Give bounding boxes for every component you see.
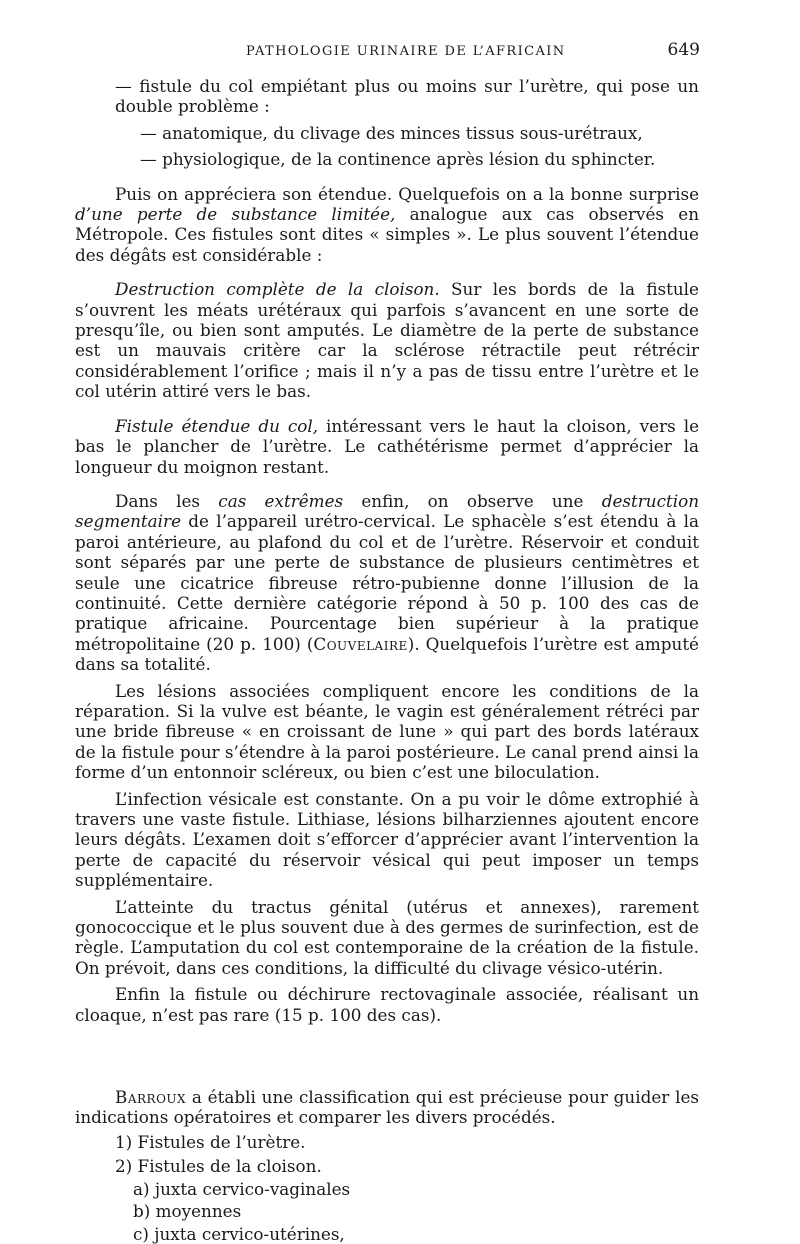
classification-subitem-b: b) moyennes <box>133 1201 242 1222</box>
paragraph-classification <box>75 1087 699 1128</box>
page-header <box>246 40 700 60</box>
emphasis-text: destruction segmentaire <box>75 490 699 532</box>
text-run: enfin, on observe une <box>343 490 602 511</box>
emphasis-text: Destruction complète de la cloison. <box>115 279 440 300</box>
classification-subitem-a: a) juxta cervico-vaginales <box>133 1178 351 1199</box>
text-run: ). Quelquefois l’urètre est amputé dans sa totalité. <box>75 633 699 675</box>
list-item-fistule-col: — fistule du col empiétant plus ou moins sur l’urètre, qui pose un double problème : <box>115 76 699 117</box>
emphasis-text: d’une perte de substance limitée, <box>75 204 396 225</box>
author-name: Couvelaire <box>313 633 408 654</box>
text-run: analogue aux cas observés en Métropole. Ces fistules sont dites « simples ». Le plus souvent l’étendue des dégâts est considérable : <box>75 204 700 265</box>
text-run: a établi une classification qui est précieuse pour guider les indications opératoires et comparer les divers procédés. <box>75 1087 699 1128</box>
paragraph-tractus-genital: L’atteinte du tractus génital (utérus et annexes), rarement gonococcique et le plus souvent due à des germes de surinfection, est de règle. L’amputation du col est contemporaine de la création de la fistule. On prévoit, dans ces conditions, la difficulté du clivage vésico-utérin. <box>75 896 699 978</box>
text-run: Puis on appréciera son étendue. Quelquefois on a la bonne surprise <box>115 183 699 204</box>
body-text <box>75 76 699 1244</box>
paragraph-lesions-associees: Les lésions associées compliquent encore les conditions de la réparation. Si la vulve est béante, le vagin est généralement rétréci par une bride fibreuse « en croissant de lune » qui part des bords latéraux de la fistule pour s’étendre à la paroi postérieure. Le canal prend ainsi la forme d’un entonnoir scléreux, ou bien c’est une biloculation. <box>75 680 699 783</box>
paragraph-etendue <box>75 184 699 266</box>
text-run: Sur les bords de la fistule s’ouvrent les méats urétéraux qui parfois s’avancent en une sorte de presqu’île, ou bien sont amputés. Le diamètre de la perte de substance est un mauvais critère car la sclérose rétractile peut rétrécir considérablement l’orifice ; mais il n’y a pas de tissu entre l’urètre et le col utérin attiré vers le bas. <box>75 279 699 402</box>
paragraph-destruction-cloison <box>75 279 699 401</box>
list-subitem-anatomique: — anatomique, du clivage des minces tissus sous-urétraux, <box>140 122 643 143</box>
running-head: PATHOLOGIE URINAIRE DE L’AFRICAIN <box>246 44 566 59</box>
list-subitem-physiologique: — physiologique, de la continence après lésion du sphincter. <box>140 149 656 170</box>
text-run: intéressant vers le haut la cloison, vers le bas le plancher de l’urètre. Le cathétérisme permet d’apprécier la longueur du moignon restant. <box>75 415 699 477</box>
classification-item-1: 1) Fistules de l’urètre. <box>115 1131 306 1152</box>
classification-item-2: 2) Fistules de la cloison. <box>115 1156 322 1177</box>
author-name: Barroux <box>115 1087 187 1108</box>
text-run: Dans les <box>115 490 219 511</box>
classification-subitem-c: c) juxta cervico-utérines, <box>133 1223 345 1244</box>
emphasis-text: Fistule étendue du col, <box>115 415 319 436</box>
paragraph-fistule-etendue <box>75 416 699 477</box>
emphasis-text: cas extrêmes <box>218 490 344 511</box>
page-number: 649 <box>667 40 700 60</box>
paragraph-fistule-rectovaginale: Enfin la fistule ou déchirure rectovaginale associée, réalisant un cloaque, n’est pas rare (15 p. 100 des cas). <box>75 984 699 1025</box>
paragraph-cas-extremes <box>75 491 699 675</box>
paragraph-infection-vesicale: L’infection vésicale est constante. On a pu voir le dôme extrophié à travers une vaste fistule. Lithiase, lésions bilharziennes ajoutent encore leurs dégâts. L’examen doit s’efforcer d’apprécier avant l’intervention la perte de capacité du réservoir vésical qui peut imposer un temps supplémentaire. <box>75 788 699 891</box>
text-run: de l’appareil urétro-cervical. Le sphacèle s’est étendu à la paroi antérieure, au plafond du col et de l’urètre. Réservoir et conduit sont séparés par une perte de substance de plusieurs centimètres et seule une cicatrice fibreuse rétro-pubienne donne l’illusion de la continuité. Cette dernière catégorie répond à 50 p. 100 des cas de pratique africaine. Pourcentage bien supérieur à la pratique métropolitaine (20 p. 100) ( <box>75 511 699 654</box>
